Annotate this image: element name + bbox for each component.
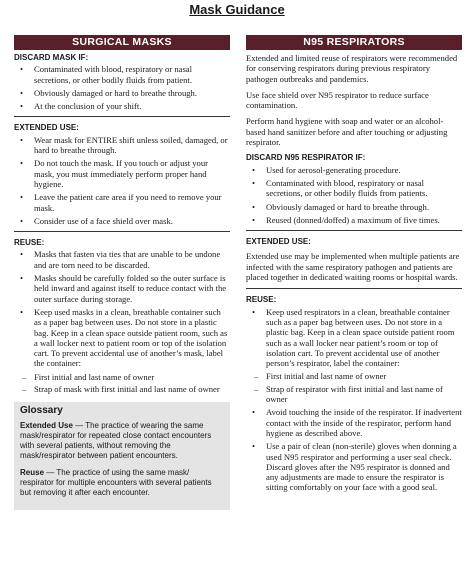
glossary-title: Glossary (20, 405, 63, 417)
divider (246, 288, 462, 289)
list-item: • Masks should be carefully folded so the outer surface is held inward and against itself to reduce contact with the outer surface during storage. (14, 273, 230, 304)
list-item: • Obviously damaged or hard to breathe through. (246, 202, 462, 212)
n95-respirators-header: N95 RESPIRATORS (246, 35, 462, 50)
sublist-item: – Strap of mask with first initial and last name of owner (22, 384, 230, 394)
list-item: • Consider use of a face shield over mask. (14, 216, 230, 226)
list-item: • Avoid touching the inside of the respirator. If inadvertent contact with the inside of the respirator, perform hand hygiene as described above. (246, 407, 462, 438)
sublist-item: – First initial and last name of owner (22, 372, 230, 382)
extended-use-label: EXTENDED USE: (246, 237, 311, 247)
list-item: • Obviously damaged or hard to breathe through. (14, 88, 230, 98)
list-item: • At the conclusion of your shift. (14, 101, 230, 111)
list-item: • Contaminated with blood, respiratory or nasal secretions, or other bodily fluids from patient. (14, 64, 230, 85)
paragraph: Use face shield over N95 respirator to reduce surface contamination. (246, 89, 429, 111)
sublist-item: – Strap of respirator with first initial and last name of owner (254, 384, 462, 405)
divider (14, 116, 230, 117)
reuse-label: REUSE: (246, 295, 277, 305)
list-item: • Wear mask for ENTIRE shift unless soiled, damaged, or hard to breathe through. (14, 135, 230, 156)
glossary-box (14, 402, 230, 510)
reuse-label: REUSE: (14, 238, 45, 248)
n95-respirators-column (246, 35, 462, 496)
list-item: • Keep used masks in a clean, breathable container such as a paper bag between uses. Do not store in a plastic bag. Keep in a clean space outside patient room, such as a wall locker next to patient room or top of the isolation cart. To prevent accidental use of another’s mask, label the container: (14, 307, 230, 369)
discard-mask-list (14, 64, 230, 111)
list-item: • Do not touch the mask. If you touch or adjust your mask, you must immediately perform proper hand hygiene. (14, 158, 230, 189)
paragraph: Extended and limited reuse of respirators were recommended for conserving respirators during previous respiratory pathogen outbreaks and pandemics. (246, 53, 458, 84)
discard-n95-list (246, 165, 462, 225)
list-item: • Masks that fasten via ties that are unable to be undone and are torn need to be discarded. (14, 249, 230, 270)
glossary-term: Extended Use (20, 421, 73, 431)
divider (246, 230, 462, 231)
discard-n95-label: DISCARD N95 RESPIRATOR IF: (246, 153, 366, 163)
glossary-reuse (20, 468, 224, 498)
reuse-list (14, 249, 230, 368)
glossary-term: Reuse (20, 468, 45, 478)
list-item: • Contaminated with blood, respiratory or nasal secretions, or other bodily fluids from patients. (246, 178, 462, 199)
glossary-extended-use (20, 421, 224, 461)
label-sublist (246, 371, 462, 404)
list-item: • Leave the patient care area if you need to remove your mask. (14, 192, 230, 213)
discard-mask-label: DISCARD MASK IF: (14, 53, 89, 62)
glossary-definition: — The practice of using the same mask/ respirator for multiple encounters with several patients but removing it after each encounter. (20, 468, 212, 498)
extended-use-label: EXTENDED USE: (14, 123, 79, 133)
list-item: • Reused (donned/doffed) a maximum of five times. (246, 215, 462, 225)
list-item: • Use a pair of clean (non-sterile) gloves when donning a used N95 respirator and performing a user seal check. Discard gloves after the N95 respirator is donned and any adjustments are made to ensure the respirator is sitting comfortably on your face with a good seal. (246, 441, 462, 492)
paragraph: Extended use may be implemented when multiple patients are infected with the same respiratory pathogen and patients are placed together in dedicated waiting rooms or hospital wards. (246, 251, 460, 283)
surgical-masks-column (14, 35, 230, 510)
divider (14, 231, 230, 232)
reuse-list (246, 307, 462, 369)
reuse-list-more (246, 407, 462, 492)
glossary-definition: — The practice of wearing the same mask/respirator for repeated close contact encounters with several patients, without removing the mask/respirator between patient encounters. (20, 421, 212, 461)
list-item: • Keep used respirators in a clean, breathable container such as a paper bag between uses. Do not store in a plastic bag. Keep in a clean space outside patient room such as a wall locker near patient’s room or top of isolation cart. To prevent accidental use of another person’s respirator, label the container: (246, 307, 462, 369)
page-title-text: Mask Guidance (189, 2, 285, 17)
label-sublist (14, 372, 230, 395)
list-item: • Used for aerosol-generating procedure. (246, 165, 462, 175)
sublist-item: – First initial and last name of owner (254, 371, 462, 381)
paragraph: Perform hand hygiene with soap and water or an alcohol-based hand sanitizer before and after touching or adjusting respirator. (246, 116, 448, 148)
extended-use-list (14, 135, 230, 226)
page-title (0, 2, 474, 17)
surgical-masks-header: SURGICAL MASKS (14, 35, 230, 50)
